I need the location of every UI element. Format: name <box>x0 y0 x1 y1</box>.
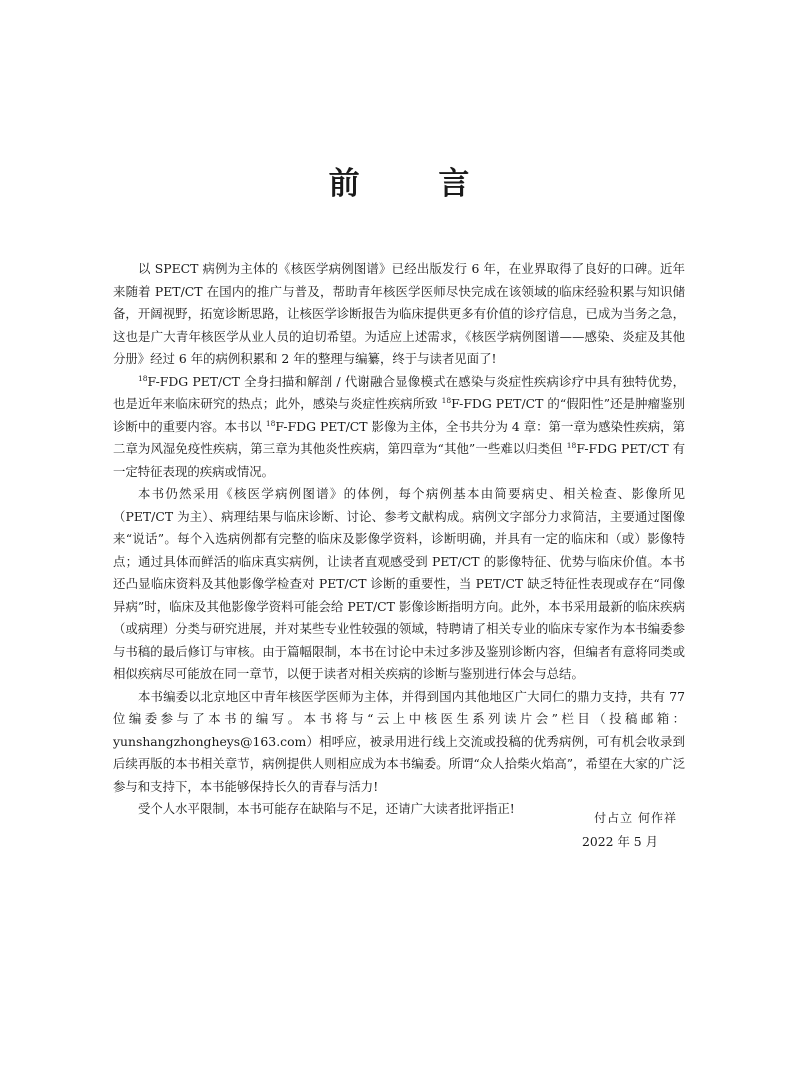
paragraph-text: 本书编委以北京地区中青年核医学医师为主体，并得到国内其他地区广大同仁的鼎力支持，共有 77 位编委参与了本书的编写。本书将与“云上中核医生系列读片会”栏目（投稿邮箱：yunshangzhongheys@163.com）相呼应，被录用进行线上交流或投稿的优秀病例，可有机会收录到后续再版的本书相关章节，病例提供人则相应成为本书编委。所谓“众人拾柴火焰高”，希望在大家的广泛参与和支持下，本书能够保持长久的青春与活力! <box>113 688 685 794</box>
paragraph-text: F-FDG PET/CT 的“假阳性”还是肿瘤鉴别诊断中的重要内容。本书以 <box>113 396 685 434</box>
signature-block <box>113 806 685 854</box>
page-title: 前 言 <box>328 166 504 202</box>
isotope-superscript: 18 <box>265 418 276 428</box>
signature-date: 2022 年 5 月 <box>581 834 658 849</box>
paragraph <box>113 483 685 686</box>
isotope-superscript: 18 <box>138 373 148 383</box>
isotope-superscript: 18 <box>566 441 577 450</box>
paragraph-text: F-FDG PET/CT 影像为主体，全书共分为 4 章：第一章为感染性疾病，第二章为风湿免疫性疾病，第三章为其他炎性疾病，第四章为“其他”一些难以归类但 <box>113 418 685 456</box>
paragraph <box>113 258 685 371</box>
isotope-superscript: 18 <box>441 396 452 405</box>
paragraph-text: 受个人水平限制，本书可能存在缺陷与不足，还请广大读者批评指正! <box>138 801 515 816</box>
paragraph <box>113 686 685 799</box>
preface-body <box>113 258 685 821</box>
signature-authors: 付占立 何作祥 <box>594 811 677 825</box>
paragraph <box>113 371 685 484</box>
paragraph-text: F-FDG PET/CT 全身扫描和解剖 / 代谢融合显像模式在感染与炎症性疾病诊疗中具有独特优势，也是近年来临床研究的热点；此外，感染与炎症性疾病所致 <box>113 373 685 411</box>
paragraph-text: F-FDG PET/CT 有一定特征表现的疾病或情况。 <box>113 441 686 479</box>
paragraph-text: 以 SPECT 病例为主体的《核医学病例图谱》已经出版发行 6 年，在业界取得了良好的口碑。近年来随着 PET/CT 在国内的推广与普及，帮助青年核医学医师尽快完成在该领域的临床经验积累与知识储备，开阔视野，拓宽诊断思路，让核医学诊断报告为临床提供更多有价值的诊疗信息，已成为当务之急，这也是广大青年核医学从业人员的迫切希望。为适应上述需求，《核医学病例图谱——感染、炎症及其他分册》经过 6 年的病例积累和 2 年的整理与编纂，终于与读者见面了! <box>113 261 685 366</box>
paragraph-text: 本书仍然采用《核医学病例图谱》的体例，每个病例基本由简要病史、相关检查、影像所见（PET/CT 为主）、病理结果与临床诊断、讨论、参考文献构成。病例文字部分力求简洁，主要通过图像来“说话”。每个入选病例都有完整的临床及影像学资料，诊断明确，并具有一定的临床和（或）影像特点；通过具体而鲜活的临床真实病例，让读者直观感受到 PET/CT 的影像特征、优势与临床价值。本书还凸显临床资料及其他影像学检查对 PET/CT 诊断的重要性，当 PET/CT 缺乏特征性表现或存在“同像异病”时，临床及其他影像学资料可能会给 PET/CT 影像诊断指明方向。此外，本书采用最新的临床疾病（或病理）分类与研究进展，并对某些专业性较强的领域，特聘请了相关专业的临床专家作为本书编委参与书稿的最后修订与审核。由于篇幅限制，本书在讨论中未过多涉及鉴别诊断内容，但编者有意将同类或相似疾病尽可能放在同一章节，以便于读者对相关疾病的诊断与鉴别进行体会与总结。 <box>113 486 685 681</box>
